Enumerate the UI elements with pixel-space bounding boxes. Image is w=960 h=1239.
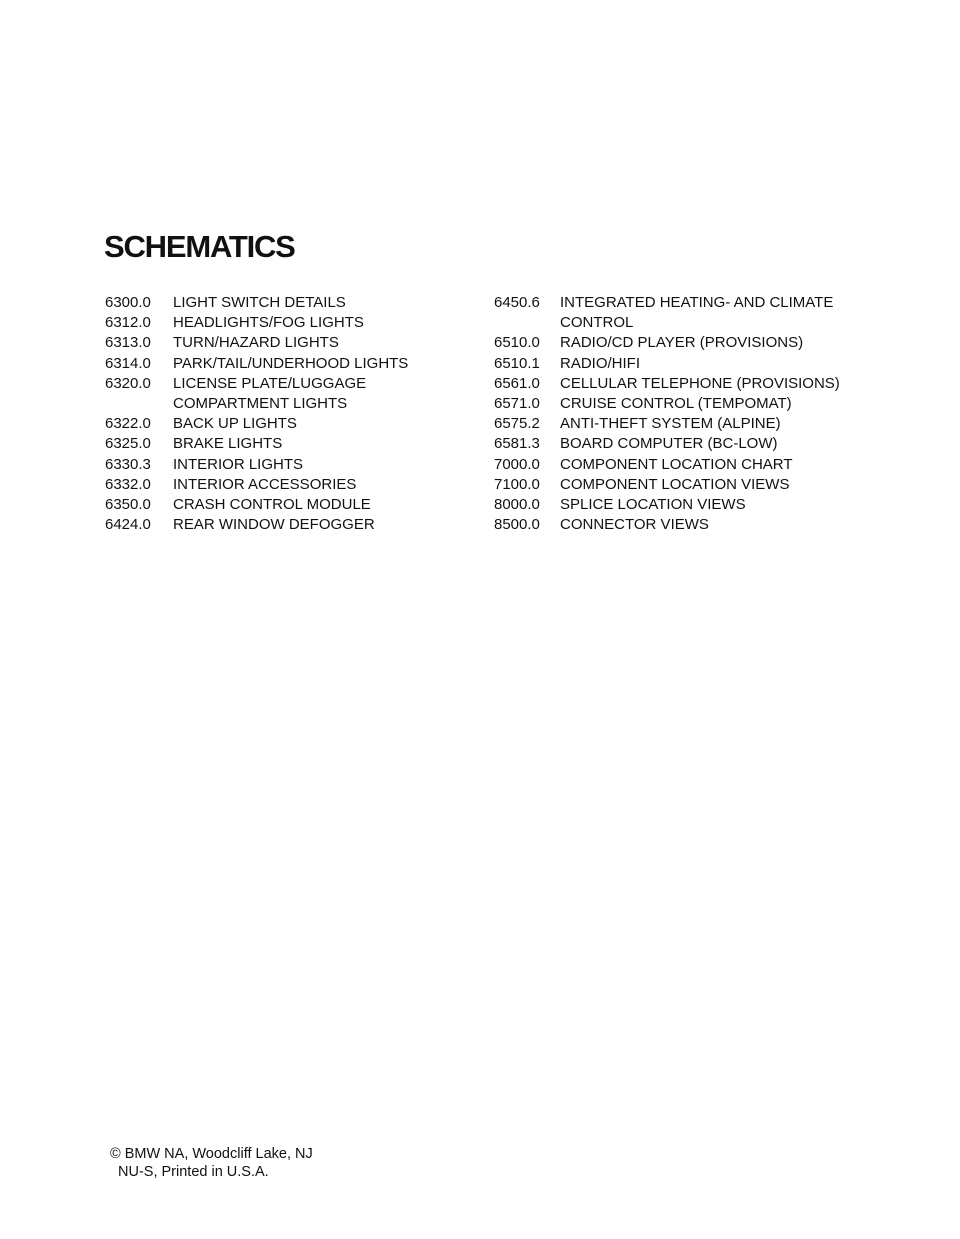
- section-title: PARK/TAIL/UNDERHOOD LIGHTS: [173, 354, 409, 372]
- index-entry: [494, 455, 840, 475]
- index-entry: [105, 475, 408, 495]
- section-title: CELLULAR TELEPHONE (PROVISIONS): [560, 374, 840, 392]
- index-entry: [494, 515, 840, 535]
- index-entry: [105, 515, 408, 535]
- section-title: SPLICE LOCATION VIEWS: [560, 496, 746, 514]
- index-entry: [494, 333, 840, 353]
- section-number: 6314.0: [105, 354, 151, 372]
- section-number: 6450.6: [494, 294, 540, 311]
- section-number: 6510.0: [494, 334, 540, 352]
- section-number: 7100.0: [494, 475, 540, 493]
- section-title: BRAKE LIGHTS: [173, 435, 283, 453]
- index-entry: [105, 293, 408, 313]
- section-number: 6325.0: [105, 435, 151, 453]
- index-entry: [494, 374, 840, 394]
- section-number: 6424.0: [105, 516, 151, 534]
- footer-line-2: NU-S, Printed in U.S.A.: [118, 1164, 269, 1180]
- index-entry: [494, 475, 840, 495]
- copyright-icon: ©: [110, 1146, 121, 1162]
- section-number: 8500.0: [494, 516, 540, 534]
- schematics-index-left: [105, 293, 408, 535]
- section-title: LICENSE PLATE/LUGGAGE COMPARTMENT LIGHTS: [173, 374, 367, 413]
- footer-publisher: BMW NA, Woodcliff Lake, NJ: [124, 1146, 313, 1162]
- section-number: 8000.0: [494, 496, 540, 514]
- section-title: BACK UP LIGHTS: [173, 415, 297, 433]
- section-number: 6510.1: [494, 354, 540, 372]
- section-title: CRASH CONTROL MODULE: [173, 496, 371, 514]
- index-entry: [494, 354, 840, 374]
- section-number: 6330.3: [105, 455, 151, 473]
- index-entry: [105, 495, 408, 515]
- section-title: CONNECTOR VIEWS: [560, 516, 709, 534]
- section-number: 6320.0: [105, 374, 151, 392]
- index-entry: [494, 434, 840, 454]
- index-entry: [105, 374, 408, 414]
- index-entry: [494, 495, 840, 515]
- index-entry: [494, 394, 840, 414]
- section-title: COMPONENT LOCATION VIEWS: [560, 475, 790, 493]
- section-title: INTEGRATED HEATING- AND CLIMATE CONTROL: [560, 294, 834, 332]
- index-entry: [105, 313, 408, 333]
- section-number: 6332.0: [105, 475, 151, 493]
- section-title: REAR WINDOW DEFOGGER: [173, 516, 375, 534]
- section-title: RADIO/HIFI: [560, 354, 641, 372]
- section-title: TURN/HAZARD LIGHTS: [173, 334, 339, 352]
- section-number: 6313.0: [105, 334, 151, 352]
- schematics-index-right: [494, 293, 840, 535]
- section-number: 6561.0: [494, 374, 540, 392]
- section-number: 6300.0: [105, 294, 151, 311]
- section-title: CRUISE CONTROL (TEMPOMAT): [560, 395, 792, 413]
- section-number: 6350.0: [105, 496, 151, 514]
- section-number: 6312.0: [105, 314, 151, 332]
- section-number: 6575.2: [494, 415, 540, 433]
- section-number: 6571.0: [494, 395, 540, 413]
- section-number: 6322.0: [105, 415, 151, 433]
- section-title: INTERIOR ACCESSORIES: [173, 475, 357, 493]
- section-title: BOARD COMPUTER (BC-LOW): [560, 435, 778, 453]
- index-entry: [494, 414, 840, 434]
- footer: [110, 1145, 313, 1181]
- section-number: 7000.0: [494, 455, 540, 473]
- section-title: HEADLIGHTS/FOG LIGHTS: [173, 314, 364, 332]
- index-entry: [105, 333, 408, 353]
- section-title: COMPONENT LOCATION CHART: [560, 455, 793, 473]
- footer-line-1: [110, 1145, 313, 1163]
- index-entry: [105, 455, 408, 475]
- index-entry: [105, 414, 408, 434]
- index-entry: [494, 293, 840, 333]
- index-entry: [105, 354, 408, 374]
- page-title: SCHEMATICS: [104, 229, 295, 264]
- section-title: ANTI-THEFT SYSTEM (ALPINE): [560, 415, 781, 433]
- section-title: RADIO/CD PLAYER (PROVISIONS): [560, 334, 804, 352]
- section-title: LIGHT SWITCH DETAILS: [173, 294, 346, 311]
- section-title: INTERIOR LIGHTS: [173, 455, 304, 473]
- index-entry: [105, 434, 408, 454]
- section-number: 6581.3: [494, 435, 540, 453]
